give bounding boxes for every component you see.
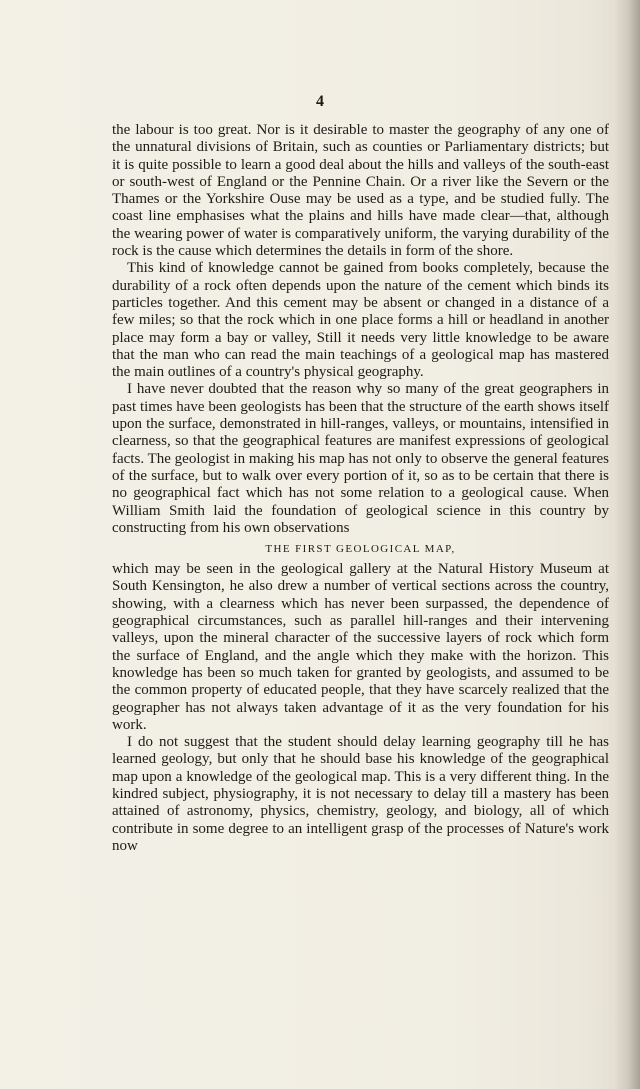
paragraph-3: I have never doubted that the reason why so many of the great geographers in past times have been geologists has been that the structure of the earth shows itself upon the surface, demonstrated in hill-ranges, valleys, or mountains, intensified in clearness, so that the geographical features are manifest expressions of geological facts. The geologist in making his map has not only to observe the general features of the surface, but to walk over every portion of it, so as to be certain that there is no geographical fact which has not some relation to a geological cause. When William Smith laid the foundation of geological science in this country by constructing from his own observations xyxy=(112,381,609,536)
paragraph-1: the labour is too great. Nor is it desirable to master the geography of any one of the unnatural divisions of Britain, such as counties or Parliamentary districts; but it is quite possible to learn a good deal about the hills and valleys of the south-east or south-west of England or the Pennine Chain. Or a river like the Severn or the Thames or the Yorkshire Ouse may be used as a type, and be studied fully. The coast line emphasises what the plains and hills have made clear—that, although the wearing power of water is comparatively uniform, the varying durability of the rock is the cause which determines the details in form of the shore. xyxy=(112,122,609,260)
paragraph-2: This kind of knowledge cannot be gained from books completely, because the durability of a rock often depends upon the nature of the cement which binds its particles together. And this cement may be absent or changed in a distance of a few miles; so that the rock which in one place forms a hill or headland in another place may form a bay or valley, Still it needs very little knowledge to be aware that the man who can read the main teachings of a geological map has mastered the main outlines of a country's physical geography. xyxy=(112,260,609,381)
body-text xyxy=(112,122,609,855)
paragraph-5: I do not suggest that the student should delay learning geography till he has learned geology, but only that he should base his knowledge of the geographical map upon a knowledge of the geological map. This is a very different thing. In the kindred subject, physiography, it is not necessary to delay till a mastery has been attained of astronomy, physics, chemistry, geology, and biology, all of which contribute in some degree to an intelligent grasp of the processes of Nature's work now xyxy=(112,734,609,854)
section-heading: THE FIRST GEOLOGICAL MAP, xyxy=(265,543,456,556)
page-edge-shadow xyxy=(614,0,640,1089)
page-number: 4 xyxy=(316,93,324,110)
paragraph-4: which may be seen in the geological gallery at the Natural History Museum at South Kensington, he also drew a number of vertical sections across the country, showing, with a clearness which has never been surpassed, the dependence of geographical circumstances, such as parallel hill-ranges and their intervening valleys, upon the mineral character of the successive layers of rock which form the surface of England, and the angle which they make with the horizon. This knowledge has been so much taken for granted by geologists, and assumed to be the common property of educated people, that they have scarcely realized that the geographer has not always taken advantage of it as the very foundation for his work. xyxy=(112,561,609,733)
